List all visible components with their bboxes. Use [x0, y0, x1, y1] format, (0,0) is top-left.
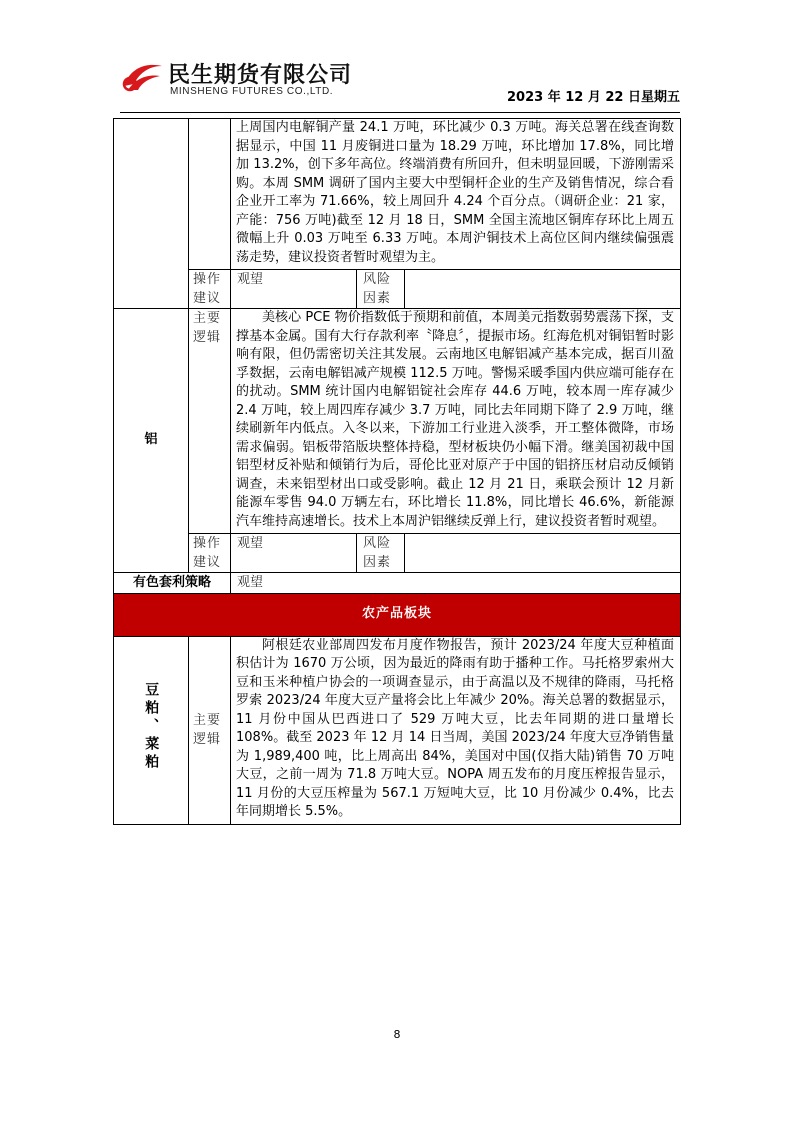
report-date: 2023 年 12 月 22 日星期五	[507, 90, 680, 105]
copper-risk-label: 风险因素	[357, 270, 405, 309]
arbitrage-label: 有色套利策略	[114, 573, 231, 594]
copper-op-row	[114, 270, 681, 309]
soy-logic-label: 主要逻辑	[189, 636, 231, 824]
soy-logic-row	[114, 636, 681, 824]
page-header	[120, 52, 680, 112]
copper-logic-label-cell	[189, 119, 231, 270]
report-table	[113, 118, 681, 825]
soy-logic-text: 阿根廷农业部周四发布月度作物报告，预计 2023/24 年度大豆种植面积估计为 1670 万公顷，因为最近的降雨有助于播种工作。马托格罗索州大豆和玉米种植户协会的一项调查显示，由于高温以及不规律的降雨，马托格罗索 2023/24 年度大豆产量将会比上年减少 20%。海关总署的数据显示，11 月份中国从巴西进口了 529 万吨大豆，比去年同期的进口量增长 108%。截至 2023 年 12 月 14 日当周，美国 2023/24 年度大豆净销售量为 1,989,400 吨，比上周高出 84%，美国对中国(仅指大陆)销售 70 万吨大豆，之前一周为 71.8 万吨大豆。NOPA 周五发布的月度压榨报告显示，11 月份的大豆压榨量为 567.1 万短吨大豆，比 10 月份减少 0.4%，比去年同期增长 5.5%。	[231, 636, 681, 824]
header-divider	[120, 112, 680, 113]
page-number: 8	[393, 1028, 401, 1041]
agri-section-title: 农产品板块	[114, 593, 681, 636]
aluminum-op-label: 操作建议	[189, 534, 231, 573]
copper-category-cell	[114, 119, 189, 309]
company-name-en: MINSHENG FUTURES CO.,LTD.	[170, 86, 334, 97]
aluminum-logic-row	[114, 309, 681, 534]
aluminum-risk-label: 风险因素	[357, 534, 405, 573]
soy-category: 豆粕、菜粕	[143, 681, 160, 772]
aluminum-category: 铝	[114, 309, 189, 573]
copper-op-label: 操作建议	[189, 270, 231, 309]
company-logo-icon	[120, 60, 164, 94]
copper-logic-row	[114, 119, 681, 270]
aluminum-risk-value	[405, 534, 681, 573]
aluminum-op-row	[114, 534, 681, 573]
aluminum-logic-label: 主要逻辑	[189, 309, 231, 534]
aluminum-op-value: 观望	[231, 534, 357, 573]
aluminum-logic-text: 美核心 PCE 物价指数低于预期和前值，本周美元指数弱势震荡下探，支撑基本金属。国有大行存款利率〝降息〞，提振市场。红海危机对铜铝暂时影响有限，但仍需密切关注其发展。云南地区电解铝减产基本完成，据百川盈孚数据，云南电解铝减产规模 112.5 万吨。警惕采暖季国内供应端可能存在的扰动。SMM 统计国内电解铝锭社会库存 44.6 万吨，较本周一库存减少 2.4 万吨，较上周四库存减少 3.7 万吨，同比去年同期下降了 2.9 万吨，继续刷新年内低点。入冬以来，下游加工行业进入淡季，开工整体微降，市场需求偏弱。铝板带箔版块整体持稳，型材板块仍小幅下滑。继美国初裁中国铝型材反补贴和倾销行为后，哥伦比亚对原产于中国的铝挤压材启动反倾销调查，未来铝型材出口或受影响。截止 12 月 21 日，乘联会预计 12 月新能源车零售 94.0 万辆左右，环比增长 11.8%，同比增长 46.6%，新能源汽车维持高速增长。技术上本周沪铝继续反弹上行，建议投资者暂时观望。	[231, 309, 681, 534]
copper-op-value: 观望	[231, 270, 357, 309]
agri-section-row	[114, 593, 681, 636]
copper-logic-text: 上周国内电解铜产量 24.1 万吨，环比减少 0.3 万吨。海关总署在线查询数据显示，中国 11 月废铜进口量为 18.29 万吨，环比增加 17.8%，同比增加 13.2%，创下多年高位。终端消费有所回升，但未明显回暖，下游刚需采购。本周 SMM 调研了国内主要大中型铜杆企业的生产及销售情况，综合看企业开工率为 71.66%，较上周回升 4.24 个百分点。（调研企业：21 家，产能：756 万吨)截至 12 月 18 日，SMM 全国主流地区铜库存环比上周五微幅上升 0.03 万吨至 6.33 万吨。本周沪铜技术上高位区间内继续偏强震荡走势，建议投资者暂时观望为主。	[231, 119, 681, 270]
soy-category-cell	[114, 636, 189, 824]
arbitrage-value: 观望	[231, 573, 681, 594]
copper-risk-value	[405, 270, 681, 309]
arbitrage-row	[114, 573, 681, 594]
company-name-cn: 民生期货有限公司	[168, 63, 353, 88]
